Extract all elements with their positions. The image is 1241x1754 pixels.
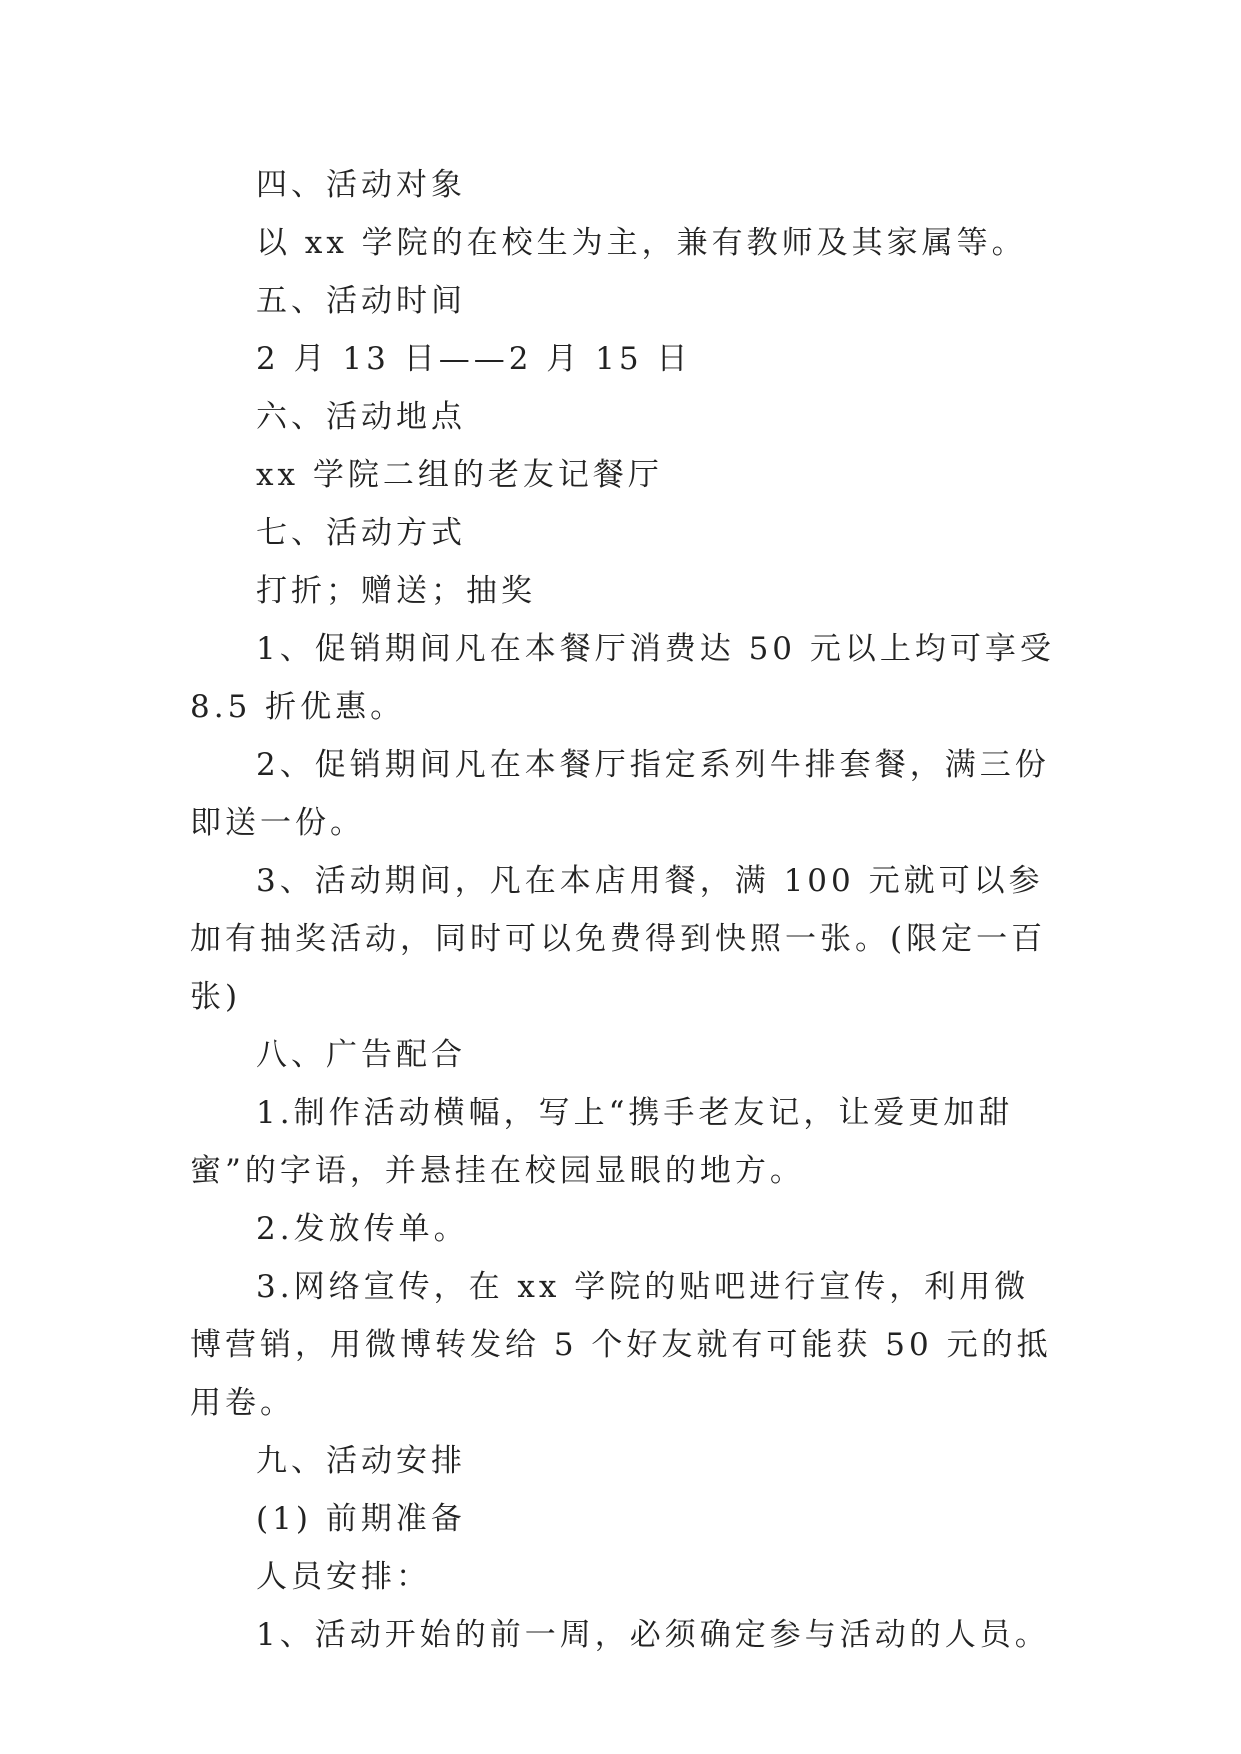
paragraph-online-promotion: 3.网络宣传，在 xx 学院的贴吧进行宣传，利用微博营销，用微博转发给 5 个好友就有可能获 50 元的抵用卷。	[190, 1269, 1052, 1421]
section-heading-activity-location: 六、活动地点	[256, 399, 466, 435]
section-heading-activity-arrangement: 九、活动安排	[256, 1443, 466, 1479]
paragraph-banner: 1.制作活动横幅，写上“携手老友记，让爱更加甜蜜”的字语，并悬挂在校园显眼的地方。	[190, 1095, 1014, 1189]
paragraph-staff-arrangement: 人员安排：	[256, 1559, 431, 1595]
subheading-preparation: (1) 前期准备	[256, 1501, 466, 1537]
section-heading-advertising: 八、广告配合	[256, 1037, 466, 1073]
paragraph-activity-target: 以 xx 学院的在校生为主，兼有教师及其家属等。	[256, 225, 1027, 261]
paragraph-discount: 1、促销期间凡在本餐厅消费达 50 元以上均可享受 8.5 折优惠。	[190, 631, 1055, 725]
paragraph-activity-method: 打折；赠送；抽奖	[256, 573, 536, 609]
paragraph-lottery: 3、活动期间，凡在本店用餐，满 100 元就可以参加有抽奖活动，同时可以免费得到快照一张。(限定一百张)	[190, 863, 1047, 1015]
paragraph-activity-location: xx 学院二组的老友记餐厅	[256, 457, 663, 493]
section-heading-activity-method: 七、活动方式	[256, 515, 466, 551]
paragraph-flyers: 2.发放传单。	[256, 1211, 469, 1247]
document-body	[190, 156, 1060, 1664]
paragraph-confirm-staff: 1、活动开始的前一周，必须确定参与活动的人员。	[256, 1617, 1050, 1653]
paragraph-gift: 2、促销期间凡在本餐厅指定系列牛排套餐，满三份即送一份。	[190, 747, 1050, 841]
section-heading-activity-time: 五、活动时间	[256, 283, 466, 319]
section-heading-activity-target: 四、活动对象	[256, 167, 466, 203]
paragraph-activity-time: 2 月 13 日——2 月 15 日	[256, 341, 692, 377]
